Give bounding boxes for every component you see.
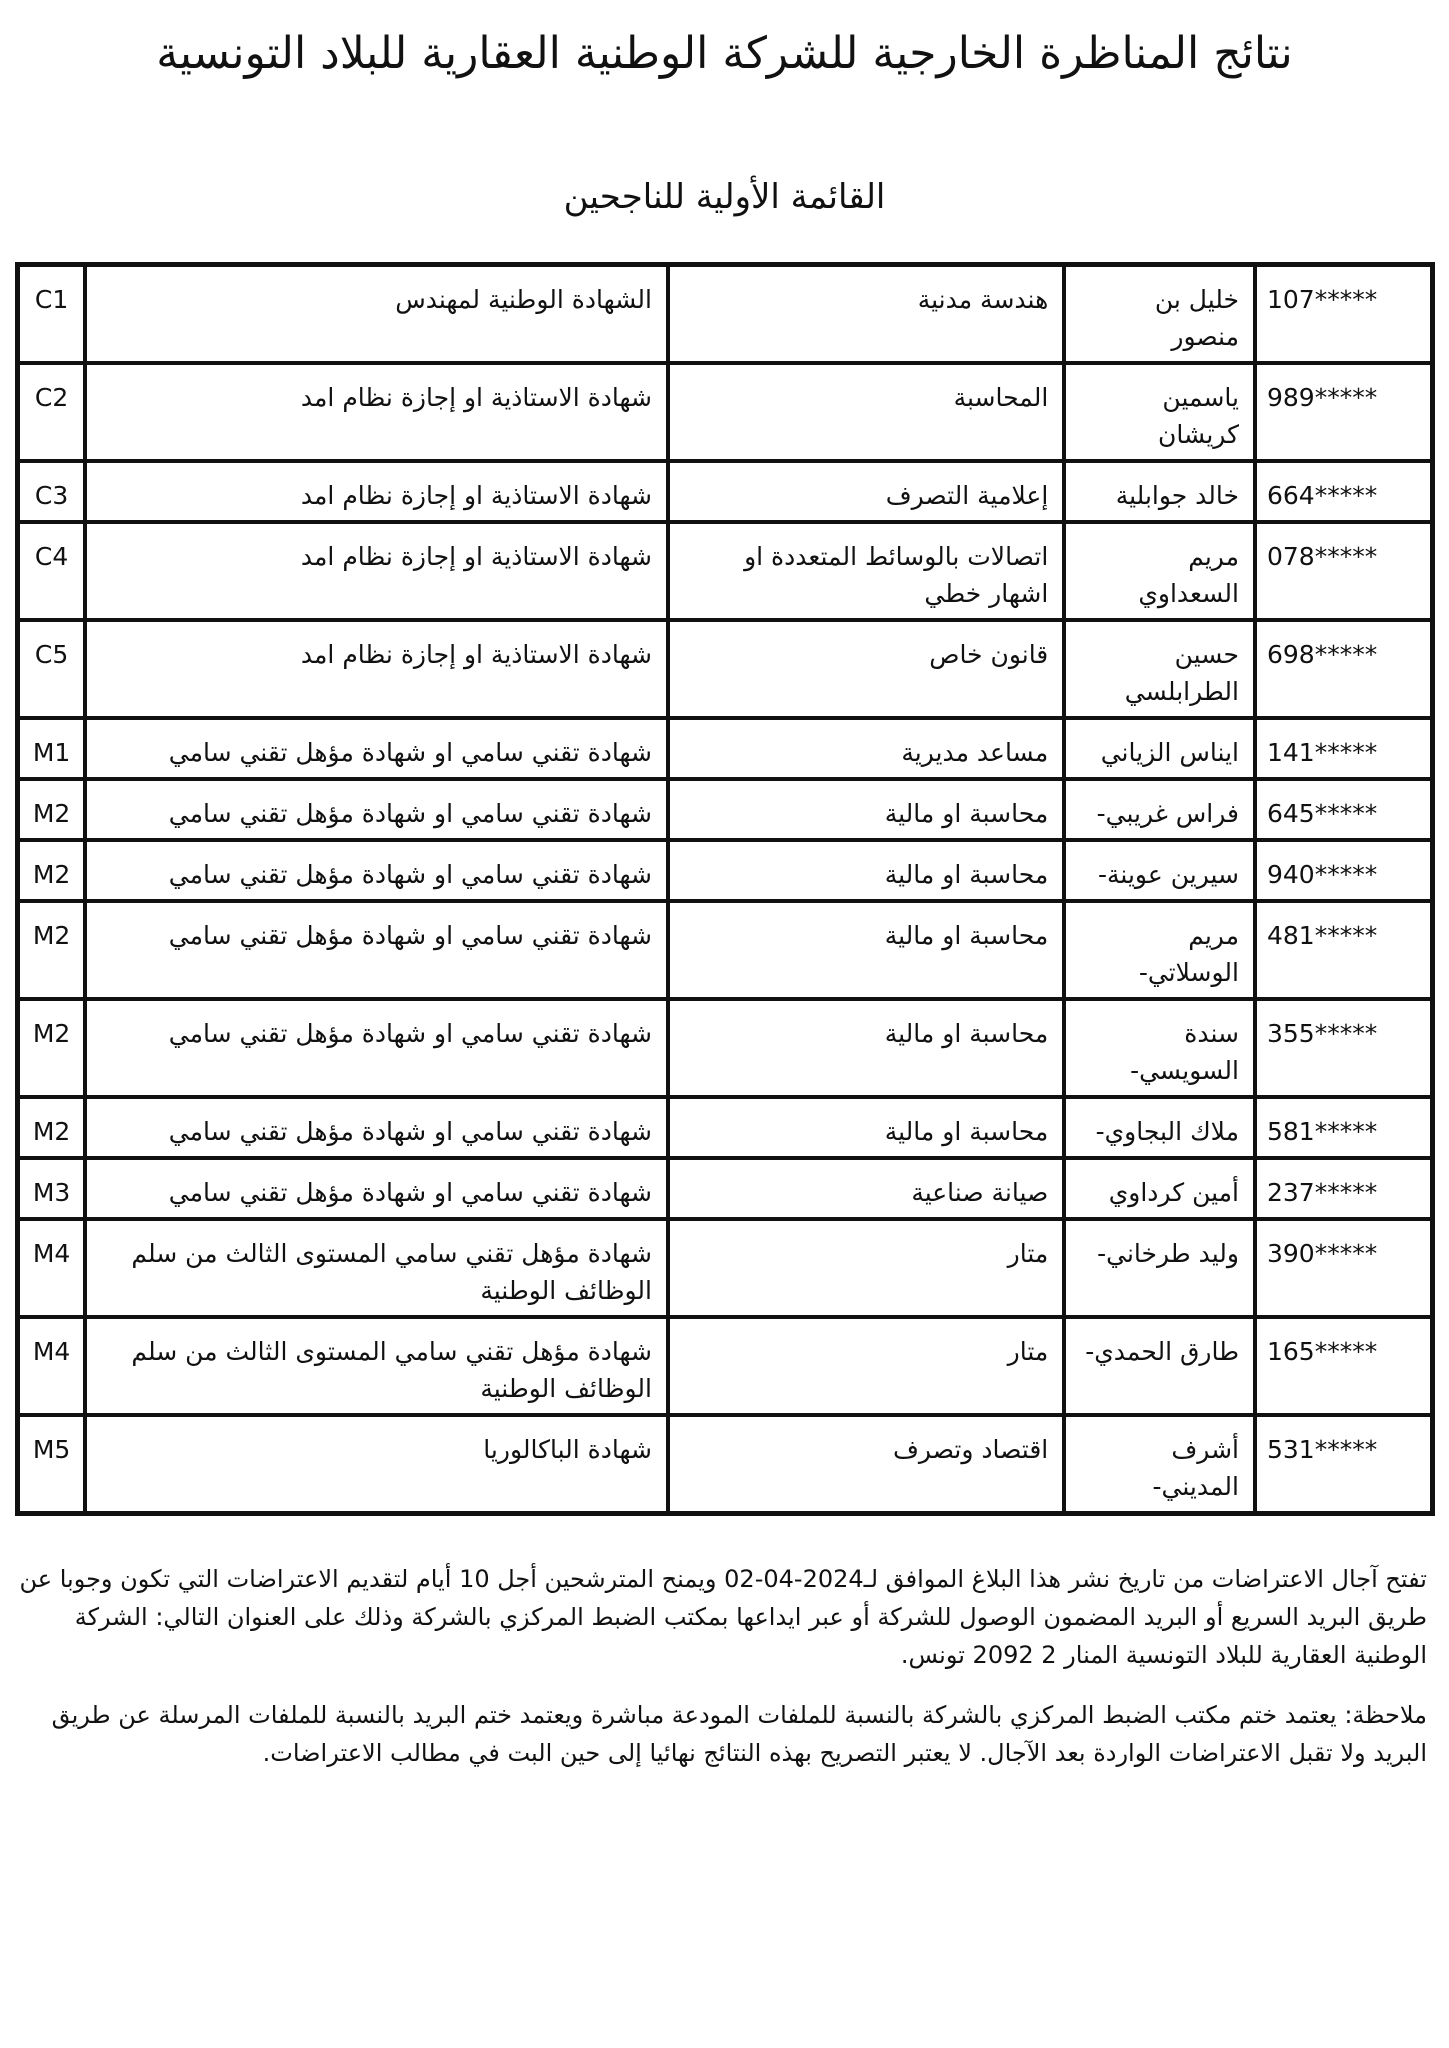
table-row: [18, 265, 1432, 363]
candidate-id-cell: 940*****: [1255, 840, 1432, 901]
degree-cell: شهادة تقني سامي او شهادة مؤهل تقني سامي: [85, 840, 668, 901]
objections-note: تفتح آجال الاعتراضات من تاريخ نشر هذا البلاغ الموافق لـ2024-04-02 ويمنح المترشحين أجل 10 أيام لتقديم الاعتراضات التي تكون وجوبا عن طريق البريد السريع أو البريد المضمون الوصول للشركة أو عبر ايداعها بمكتب الضبط المركزي بالشركة وذلك على العنوان التالي: الشركة الوطنية العقارية للبلاد التونسية المنار 2 2092 تونس.: [19, 1565, 1427, 1669]
specialty-cell: محاسبة او مالية: [668, 999, 1064, 1097]
specialty-cell: اتصالات بالوسائط المتعددة او اشهار خطي: [668, 522, 1064, 620]
remark-note: ملاحظة: يعتمد ختم مكتب الضبط المركزي بالشركة بالنسبة للملفات المودعة مباشرة ويعتمد ختم البريد بالنسبة للملفات المرسلة عن طريق البريد ولا تقبل الاعتراضات الواردة بعد الآجال. لا يعتبر التصريح بهذه النتائج نهائيا إلى حين البت في مطالب الاعتراضات.: [51, 1701, 1427, 1767]
position-code-cell: M3: [18, 1158, 85, 1219]
position-code-cell: M2: [18, 840, 85, 901]
results-table-body: [18, 265, 1432, 1513]
degree-cell: شهادة تقني سامي او شهادة مؤهل تقني سامي: [85, 718, 668, 779]
degree-cell: شهادة الاستاذية او إجازة نظام امد: [85, 461, 668, 522]
candidate-name-cell: أشرف المديني-: [1064, 1415, 1255, 1513]
page-title: نتائج المناظرة الخارجية للشركة الوطنية العقارية للبلاد التونسية: [156, 28, 1293, 79]
position-code-cell: C4: [18, 522, 85, 620]
candidate-id-cell: 664*****: [1255, 461, 1432, 522]
table-row: [18, 840, 1432, 901]
specialty-cell: إعلامية التصرف: [668, 461, 1064, 522]
degree-cell: شهادة الاستاذية او إجازة نظام امد: [85, 522, 668, 620]
candidate-id-cell: 989*****: [1255, 363, 1432, 461]
candidate-name-cell: ايناس الزياني: [1064, 718, 1255, 779]
list-title: القائمة الأولية للناجحين: [563, 177, 886, 217]
candidate-name-cell: سندة السويسي-: [1064, 999, 1255, 1097]
candidate-name-cell: خالد جوابلية: [1064, 461, 1255, 522]
candidate-name-cell: وليد طرخاني-: [1064, 1219, 1255, 1317]
specialty-cell: محاسبة او مالية: [668, 779, 1064, 840]
candidate-id-cell: 107*****: [1255, 265, 1432, 363]
position-code-cell: C1: [18, 265, 85, 363]
candidate-name-cell: طارق الحمدي-: [1064, 1317, 1255, 1415]
candidate-id-cell: 355*****: [1255, 999, 1432, 1097]
degree-cell: شهادة مؤهل تقني سامي المستوى الثالث من سلم الوظائف الوطنية: [85, 1317, 668, 1415]
degree-cell: شهادة الباكالوريا: [85, 1415, 668, 1513]
table-row: [18, 1317, 1432, 1415]
candidate-name-cell: أمين كرداوي: [1064, 1158, 1255, 1219]
candidate-id-cell: 645*****: [1255, 779, 1432, 840]
table-row: [18, 461, 1432, 522]
degree-cell: شهادة تقني سامي او شهادة مؤهل تقني سامي: [85, 779, 668, 840]
table-row: [18, 522, 1432, 620]
candidate-id-cell: 531*****: [1255, 1415, 1432, 1513]
candidate-name-cell: سيرين عوينة-: [1064, 840, 1255, 901]
position-code-cell: C5: [18, 620, 85, 718]
specialty-cell: مساعد مديرية: [668, 718, 1064, 779]
degree-cell: شهادة الاستاذية او إجازة نظام امد: [85, 363, 668, 461]
candidate-id-cell: 237*****: [1255, 1158, 1432, 1219]
candidate-id-cell: 165*****: [1255, 1317, 1432, 1415]
table-row: [18, 779, 1432, 840]
table-row: [18, 620, 1432, 718]
position-code-cell: M2: [18, 901, 85, 999]
specialty-cell: محاسبة او مالية: [668, 901, 1064, 999]
specialty-cell: محاسبة او مالية: [668, 840, 1064, 901]
candidate-name-cell: مريم السعداوي: [1064, 522, 1255, 620]
degree-cell: شهادة تقني سامي او شهادة مؤهل تقني سامي: [85, 1158, 668, 1219]
table-row: [18, 1158, 1432, 1219]
candidate-name-cell: فراس غريبي-: [1064, 779, 1255, 840]
degree-cell: شهادة الاستاذية او إجازة نظام امد: [85, 620, 668, 718]
candidate-name-cell: مريم الوسلاتي-: [1064, 901, 1255, 999]
position-code-cell: M4: [18, 1219, 85, 1317]
candidate-name-cell: حسين الطرابلسي: [1064, 620, 1255, 718]
position-code-cell: M2: [18, 999, 85, 1097]
degree-cell: شهادة تقني سامي او شهادة مؤهل تقني سامي: [85, 999, 668, 1097]
specialty-cell: اقتصاد وتصرف: [668, 1415, 1064, 1513]
specialty-cell: قانون خاص: [668, 620, 1064, 718]
specialty-cell: متار: [668, 1219, 1064, 1317]
position-code-cell: M5: [18, 1415, 85, 1513]
table-row: [18, 718, 1432, 779]
table-row: [18, 901, 1432, 999]
specialty-cell: متار: [668, 1317, 1064, 1415]
table-row: [18, 1097, 1432, 1158]
specialty-cell: محاسبة او مالية: [668, 1097, 1064, 1158]
position-code-cell: C2: [18, 363, 85, 461]
specialty-cell: هندسة مدنية: [668, 265, 1064, 363]
position-code-cell: M4: [18, 1317, 85, 1415]
candidate-id-cell: 698*****: [1255, 620, 1432, 718]
position-code-cell: M2: [18, 779, 85, 840]
specialty-cell: صيانة صناعية: [668, 1158, 1064, 1219]
candidate-id-cell: 141*****: [1255, 718, 1432, 779]
candidate-id-cell: 481*****: [1255, 901, 1432, 999]
candidate-name-cell: خليل بن منصور: [1064, 265, 1255, 363]
table-row: [18, 363, 1432, 461]
candidate-name-cell: ياسمين كريشان: [1064, 363, 1255, 461]
table-row: [18, 1219, 1432, 1317]
degree-cell: شهادة تقني سامي او شهادة مؤهل تقني سامي: [85, 1097, 668, 1158]
degree-cell: الشهادة الوطنية لمهندس: [85, 265, 668, 363]
results-table: [15, 262, 1435, 1516]
candidate-id-cell: 078*****: [1255, 522, 1432, 620]
notes-section: [15, 1560, 1427, 1794]
specialty-cell: المحاسبة: [668, 363, 1064, 461]
candidate-name-cell: ملاك البجاوي-: [1064, 1097, 1255, 1158]
candidate-id-cell: 390*****: [1255, 1219, 1432, 1317]
position-code-cell: C3: [18, 461, 85, 522]
table-row: [18, 999, 1432, 1097]
position-code-cell: M2: [18, 1097, 85, 1158]
table-row: [18, 1415, 1432, 1513]
degree-cell: شهادة مؤهل تقني سامي المستوى الثالث من سلم الوظائف الوطنية: [85, 1219, 668, 1317]
position-code-cell: M1: [18, 718, 85, 779]
degree-cell: شهادة تقني سامي او شهادة مؤهل تقني سامي: [85, 901, 668, 999]
candidate-id-cell: 581*****: [1255, 1097, 1432, 1158]
